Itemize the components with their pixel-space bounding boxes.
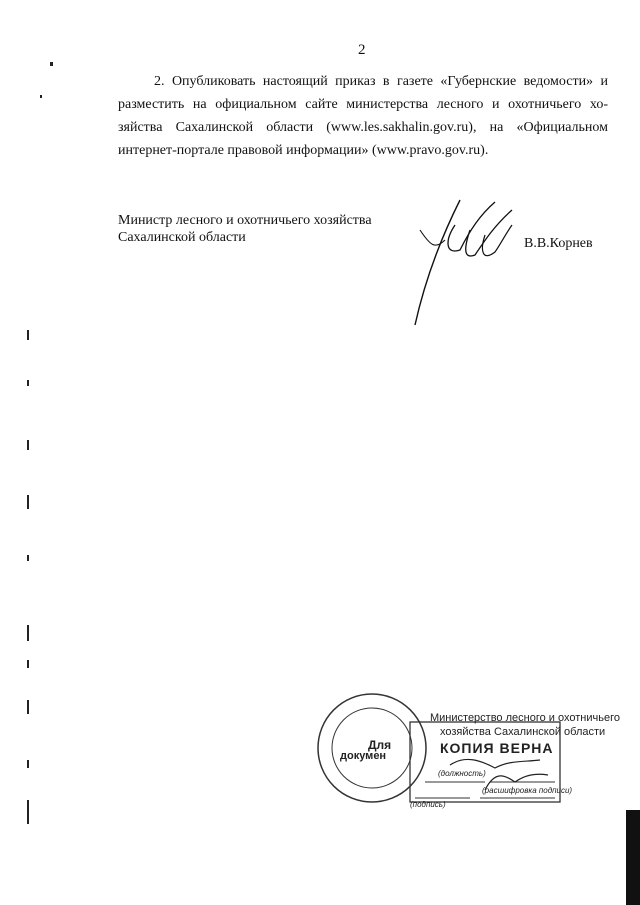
certification-stamp: [310, 690, 620, 810]
paragraph-line-3: зяйства Сахалинской области (www.les.sakhalin.gov.ru), на «Официальном: [118, 120, 608, 135]
paragraph-line-2: разместить на официальном сайте министерства лесного и охотничьего хо-: [118, 97, 608, 112]
stamp-copy-true: КОПИЯ ВЕРНА: [440, 740, 554, 756]
margin-mark: [27, 380, 29, 386]
stamp-position-hint: (должность): [438, 769, 486, 778]
publication-paragraph: [118, 70, 608, 162]
stamp-documents-label: докумен: [340, 750, 387, 762]
margin-mark: [27, 800, 29, 824]
margin-mark: [27, 555, 29, 561]
stamp-for-label: Для: [368, 738, 392, 752]
margin-mark: [27, 660, 29, 668]
margin-mark: [40, 95, 42, 98]
paragraph-line-4: интернет-портале правовой информации» (www.pravo.gov.ru).: [118, 143, 489, 158]
stamp-decode-hint: (расшифровка подписи): [482, 786, 573, 795]
margin-mark: [27, 700, 29, 714]
signatory-title-line-1: Министр лесного и охотничьего хозяйства: [118, 213, 372, 228]
paragraph-line-1: 2. Опубликовать настоящий приказ в газете «Губернские ведомости» и: [154, 74, 608, 89]
scan-edge-bar: [626, 810, 640, 905]
margin-mark: [27, 495, 29, 509]
margin-mark: [27, 330, 29, 340]
margin-mark: [27, 625, 29, 641]
signatory-title: [118, 212, 372, 246]
stamp-signature-hint: (подпись): [410, 800, 446, 809]
stamp-ministry-line-1: Министерство лесного и охотничьего: [430, 712, 620, 724]
page-number: 2: [358, 42, 366, 58]
signatory-name: В.В.Корнев: [524, 236, 593, 251]
signatory-title-line-2: Сахалинской области: [118, 230, 246, 245]
stamp-ministry-line-2: хозяйства Сахалинской области: [440, 726, 606, 738]
margin-mark: [27, 440, 29, 450]
handwritten-signature: [400, 190, 540, 330]
margin-mark: [50, 62, 53, 66]
margin-mark: [27, 760, 29, 768]
